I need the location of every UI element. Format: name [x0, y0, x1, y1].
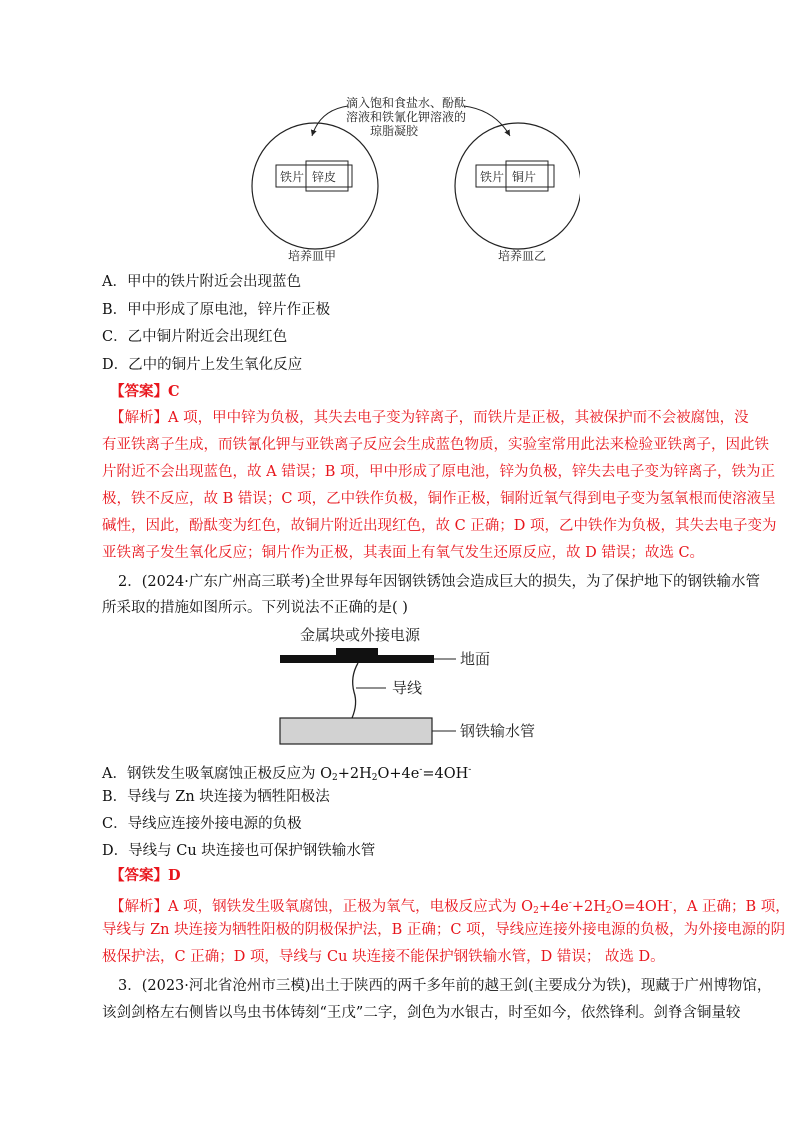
q1-analysis-line-6: 亚铁离子发生氧化反应；铜片作为正极，其表面上有氧气发生还原反应，故 D 错误；故选 C。 [102, 545, 705, 561]
wire [352, 663, 358, 718]
q1-option-c: C．乙中铜片附近会出现红色 [102, 329, 288, 345]
q1-analysis-line-2: 有亚铁离子生成，而铁氰化钾与亚铁离子反应会生成蓝色物质，实验室常用此法来检验亚铁离子，因此铁 [102, 437, 769, 453]
q1-option-d: D．乙中的铜片上发生氧化反应 [102, 357, 303, 373]
q2-analysis-line-2: 导线与 Zn 块连接为牺牲阳极的阴极保护法，B 正确；C 项，导线应连接外接电源的负极，为外接电源的阴 [102, 922, 786, 938]
q1-option-b: B．甲中形成了原电池，锌片作正极 [102, 302, 331, 318]
right-dish-caption: 培养皿乙 [498, 249, 547, 263]
arrow-left [312, 106, 348, 136]
metal-block [336, 648, 378, 655]
petri-dish-left [252, 123, 378, 249]
figure2-ground-label: 地面 [460, 650, 491, 668]
left-dish-caption: 培养皿甲 [288, 249, 337, 263]
figure2-wire-label: 导线 [392, 679, 423, 697]
q2-option-d: D．导线与 Cu 块连接也可保护钢铁输水管 [102, 843, 376, 859]
steel-pipe [280, 718, 432, 744]
q2-option-a: A．钢铁发生吸氧腐蚀正极反应为 $O_2+2H_2O+4e^-=4OH^-$ [102, 765, 472, 783]
figure1-note-line2: 溶液和铁氰化钾溶液的 [346, 110, 467, 124]
q3-stem-line-2: 该剑剑格左右侧皆以鸟虫书体铸刻“王戊”二字，剑色为水银古，时至如今，依然锋利。剑脊含铜量较 [102, 1005, 741, 1021]
q2-option-b: B．导线与 Zn 块连接为牺牲阳极法 [102, 789, 330, 805]
q1-option-a: A．甲中的铁片附近会出现蓝色 [102, 274, 301, 290]
q1-analysis-line-4: 极，铁不反应，故 B 错误；C 项，乙中铁作负极，铜作正极，铜附近氧气得到电子变为氢氧根而使溶液呈 [102, 491, 776, 507]
ground-line [280, 655, 434, 663]
figure2-top-label: 金属块或外接电源 [300, 626, 421, 644]
q2-option-c: C．导线应连接外接电源的负极 [102, 816, 302, 832]
q3-stem-line-1: 3．(2023·河北省沧州市三模)出土于陕西的两千多年前的越王剑(主要成分为铁)，现藏于广州博物馆， [118, 978, 772, 994]
figure1-note-line1: 滴入饱和食盐水、酚酞 [346, 96, 467, 110]
left-strip-label-a: 铁片 [280, 170, 305, 184]
q1-analysis-line-3: 片附近不会出现蓝色，故 A 错误；B 项，甲中形成了原电池，锌为负极，锌失去电子变为锌离子，铁为正 [102, 464, 775, 480]
q2-stem-line-2: 所采取的措施如图所示。下列说法不正确的是( ) [102, 600, 408, 616]
petri-dish-right [455, 123, 580, 249]
q1-answer: 【答案】C [110, 383, 180, 400]
q2-answer: 【答案】D [110, 867, 181, 884]
right-strip-label-b: 铜片 [512, 170, 537, 184]
q1-analysis-line-5: 碱性，因此，酚酞变为红色，故铜片附近出现红色，故 C 正确；D 项，乙中铁作为负极，其失去电子变为 [102, 518, 777, 534]
q2-stem-line-1: 2．(2024·广东广州高三联考)全世界每年因钢铁锈蚀会造成巨大的损失，为了保护地下的钢铁输水管 [118, 574, 761, 590]
right-strip-label-a: 铁片 [480, 170, 505, 184]
figure1-note-line3: 琼脂凝胶 [370, 124, 419, 138]
petri-dish-figure [240, 90, 580, 265]
pipe-protection-figure [278, 622, 558, 752]
q1-analysis-line-1: 【解析】A 项，甲中锌为负极，其失去电子变为锌离子，而铁片是正极，其被保护而不会被腐蚀，没 [110, 410, 749, 426]
q2-analysis-line-1: 【解析】A 项，钢铁发生吸氧腐蚀，正极为氧气，电极反应式为 $O_2+4e^-+2H_2O=4OH^-$，A 正确；B 项， [110, 898, 790, 916]
q2-analysis-line-3: 极保护法，C 正确；D 项，导线与 Cu 块连接不能保护钢铁输水管，D 错误； 故选 D。 [102, 949, 665, 965]
figure2-pipe-label: 钢铁输水管 [460, 722, 536, 740]
left-strip-label-b: 锌皮 [312, 170, 337, 184]
